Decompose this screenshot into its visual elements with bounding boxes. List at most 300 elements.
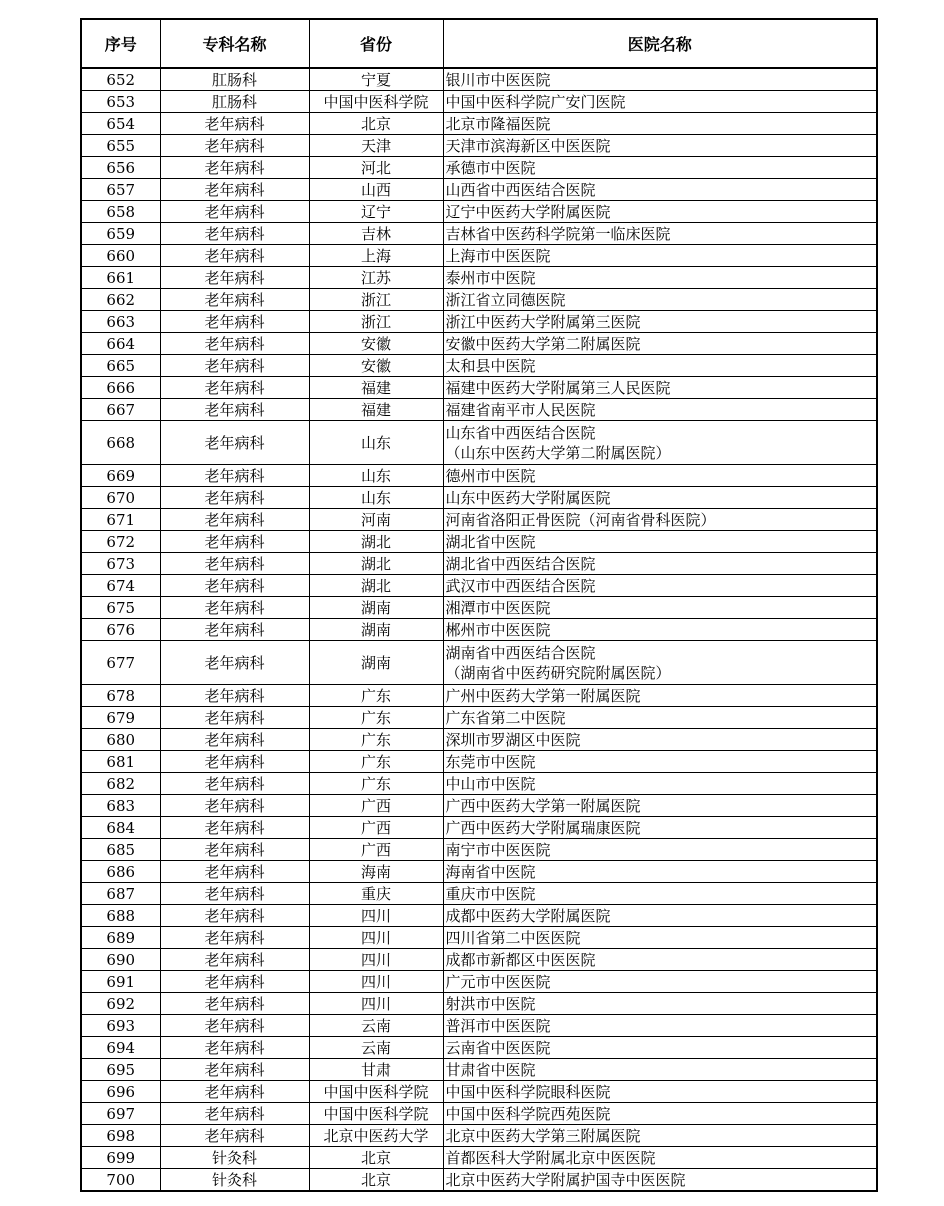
cell-hospital-name: [443, 179, 877, 201]
cell-serial-number: 657: [81, 179, 160, 201]
cell-hospital-name: [443, 531, 877, 553]
cell-hospital-name: [443, 1103, 877, 1125]
table-row: [81, 399, 877, 421]
hospital-name-line: 山东省中西医结合医院: [445, 423, 596, 442]
table-row: [81, 729, 877, 751]
header-specialty-name: 专科名称: [160, 19, 309, 68]
table-row: [81, 1059, 877, 1081]
cell-province: 北京中医药大学: [309, 1125, 443, 1147]
cell-serial-number: 693: [81, 1015, 160, 1037]
cell-province: 广西: [309, 839, 443, 861]
cell-specialty-name: 老年病科: [160, 289, 309, 311]
cell-province: 广东: [309, 707, 443, 729]
cell-serial-number: 692: [81, 993, 160, 1015]
cell-hospital-name: [443, 751, 877, 773]
cell-province: 浙江: [309, 311, 443, 333]
hospital-name-line: 湖北省中西医结合医院: [445, 554, 596, 573]
hospital-name-line: 承德市中医院: [445, 158, 536, 177]
cell-hospital-name: [443, 135, 877, 157]
cell-specialty-name: 老年病科: [160, 157, 309, 179]
table-row: [81, 795, 877, 817]
cell-serial-number: 653: [81, 91, 160, 113]
cell-specialty-name: 老年病科: [160, 641, 309, 685]
hospital-name-line: 北京中医药大学第三附属医院: [445, 1126, 641, 1145]
hospital-name-line: 郴州市中医医院: [445, 620, 551, 639]
table-row: [81, 201, 877, 223]
cell-specialty-name: 针灸科: [160, 1147, 309, 1169]
cell-hospital-name: [443, 509, 877, 531]
cell-hospital-name: [443, 949, 877, 971]
cell-specialty-name: 老年病科: [160, 861, 309, 883]
cell-specialty-name: 老年病科: [160, 839, 309, 861]
table-row: [81, 685, 877, 707]
table-row: [81, 245, 877, 267]
table-row: [81, 531, 877, 553]
cell-hospital-name: [443, 377, 877, 399]
cell-hospital-name: [443, 245, 877, 267]
cell-serial-number: 698: [81, 1125, 160, 1147]
cell-specialty-name: 老年病科: [160, 399, 309, 421]
cell-serial-number: 676: [81, 619, 160, 641]
cell-serial-number: 660: [81, 245, 160, 267]
cell-specialty-name: 老年病科: [160, 421, 309, 465]
cell-province: 广东: [309, 729, 443, 751]
hospital-name-line: 德州市中医院: [445, 466, 536, 485]
hospital-name-line: 重庆市中医院: [445, 884, 536, 903]
hospital-name-line: 甘肃省中医院: [445, 1060, 536, 1079]
hospital-name-line: 广元市中医医院: [445, 972, 551, 991]
cell-province: 北京: [309, 1147, 443, 1169]
hospital-name-line: 湖南省中西医结合医院: [445, 643, 596, 662]
cell-specialty-name: 老年病科: [160, 597, 309, 619]
cell-serial-number: 659: [81, 223, 160, 245]
cell-province: 安徽: [309, 333, 443, 355]
hospital-name-line: 中山市中医院: [445, 774, 536, 793]
cell-hospital-name: [443, 971, 877, 993]
cell-serial-number: 652: [81, 68, 160, 91]
cell-hospital-name: [443, 707, 877, 729]
cell-hospital-name: [443, 1169, 877, 1192]
cell-specialty-name: 老年病科: [160, 135, 309, 157]
hospital-name-line: 普洱市中医医院: [445, 1016, 551, 1035]
cell-province: 四川: [309, 993, 443, 1015]
cell-serial-number: 689: [81, 927, 160, 949]
table-row: [81, 179, 877, 201]
hospital-name-line: 天津市滨海新区中医医院: [445, 136, 611, 155]
table-row: [81, 597, 877, 619]
cell-province: 湖北: [309, 531, 443, 553]
cell-province: 浙江: [309, 289, 443, 311]
cell-specialty-name: 老年病科: [160, 883, 309, 905]
cell-hospital-name: [443, 883, 877, 905]
cell-serial-number: 658: [81, 201, 160, 223]
cell-specialty-name: 老年病科: [160, 377, 309, 399]
cell-specialty-name: 老年病科: [160, 1103, 309, 1125]
hospital-name-line: 湘潭市中医医院: [445, 598, 551, 617]
cell-specialty-name: 老年病科: [160, 817, 309, 839]
cell-specialty-name: 老年病科: [160, 575, 309, 597]
table-row: [81, 1015, 877, 1037]
cell-serial-number: 691: [81, 971, 160, 993]
hospital-name-line: 广西中医药大学第一附属医院: [445, 796, 641, 815]
cell-specialty-name: 老年病科: [160, 751, 309, 773]
cell-serial-number: 667: [81, 399, 160, 421]
cell-province: 上海: [309, 245, 443, 267]
cell-hospital-name: [443, 1037, 877, 1059]
cell-province: 中国中医科学院: [309, 1103, 443, 1125]
cell-specialty-name: 老年病科: [160, 707, 309, 729]
cell-hospital-name: [443, 421, 877, 465]
table-row: [81, 993, 877, 1015]
cell-province: 福建: [309, 377, 443, 399]
cell-hospital-name: [443, 267, 877, 289]
table-row: [81, 377, 877, 399]
cell-serial-number: 700: [81, 1169, 160, 1192]
cell-serial-number: 663: [81, 311, 160, 333]
cell-specialty-name: 老年病科: [160, 465, 309, 487]
hospital-name-line: 辽宁中医药大学附属医院: [445, 202, 611, 221]
table-row: [81, 751, 877, 773]
cell-province: 广西: [309, 795, 443, 817]
hospital-name-line: 中国中医科学院西苑医院: [445, 1104, 611, 1123]
hospital-name-line: （山东中医药大学第二附属医院）: [445, 443, 671, 462]
cell-serial-number: 694: [81, 1037, 160, 1059]
cell-serial-number: 662: [81, 289, 160, 311]
table-row: [81, 1081, 877, 1103]
cell-serial-number: 683: [81, 795, 160, 817]
hospital-name-line: 首都医科大学附属北京中医医院: [445, 1148, 656, 1167]
cell-province: 山东: [309, 421, 443, 465]
hospital-name-line: 南宁市中医医院: [445, 840, 551, 859]
cell-serial-number: 661: [81, 267, 160, 289]
cell-province: 广西: [309, 817, 443, 839]
cell-hospital-name: [443, 795, 877, 817]
table-row: [81, 575, 877, 597]
cell-serial-number: 666: [81, 377, 160, 399]
table-row: [81, 1147, 877, 1169]
cell-province: 山西: [309, 179, 443, 201]
cell-hospital-name: [443, 1081, 877, 1103]
table-row: [81, 1169, 877, 1192]
cell-specialty-name: 老年病科: [160, 949, 309, 971]
cell-hospital-name: [443, 619, 877, 641]
table-row: [81, 861, 877, 883]
cell-specialty-name: 老年病科: [160, 1125, 309, 1147]
cell-serial-number: 677: [81, 641, 160, 685]
cell-province: 广东: [309, 773, 443, 795]
hospital-name-line: 广州中医药大学第一附属医院: [445, 686, 641, 705]
cell-serial-number: 699: [81, 1147, 160, 1169]
cell-serial-number: 668: [81, 421, 160, 465]
cell-province: 吉林: [309, 223, 443, 245]
cell-province: 湖南: [309, 619, 443, 641]
cell-serial-number: 686: [81, 861, 160, 883]
cell-hospital-name: [443, 1015, 877, 1037]
cell-hospital-name: [443, 575, 877, 597]
cell-serial-number: 696: [81, 1081, 160, 1103]
cell-specialty-name: 老年病科: [160, 971, 309, 993]
cell-hospital-name: [443, 157, 877, 179]
cell-specialty-name: 老年病科: [160, 245, 309, 267]
hospital-name-line: 山西省中西医结合医院: [445, 180, 596, 199]
cell-specialty-name: 老年病科: [160, 223, 309, 245]
hospital-name-line: 上海市中医医院: [445, 246, 551, 265]
cell-hospital-name: [443, 399, 877, 421]
cell-serial-number: 690: [81, 949, 160, 971]
cell-hospital-name: [443, 773, 877, 795]
hospital-name-line: 武汉市中西医结合医院: [445, 576, 596, 595]
cell-hospital-name: [443, 289, 877, 311]
cell-province: 天津: [309, 135, 443, 157]
cell-province: 河南: [309, 509, 443, 531]
cell-specialty-name: 老年病科: [160, 509, 309, 531]
header-serial-number: 序号: [81, 19, 160, 68]
cell-province: 四川: [309, 949, 443, 971]
cell-province: 中国中医科学院: [309, 91, 443, 113]
cell-specialty-name: 老年病科: [160, 1037, 309, 1059]
table-row: [81, 68, 877, 91]
cell-serial-number: 685: [81, 839, 160, 861]
table-row: [81, 1037, 877, 1059]
cell-hospital-name: [443, 817, 877, 839]
cell-serial-number: 679: [81, 707, 160, 729]
cell-province: 山东: [309, 465, 443, 487]
cell-hospital-name: [443, 311, 877, 333]
cell-serial-number: 654: [81, 113, 160, 135]
hospital-name-line: 福建中医药大学附属第三人民医院: [445, 378, 671, 397]
table-row: [81, 421, 877, 465]
cell-specialty-name: 老年病科: [160, 795, 309, 817]
header-province: 省份: [309, 19, 443, 68]
cell-serial-number: 678: [81, 685, 160, 707]
cell-serial-number: 695: [81, 1059, 160, 1081]
table-row: [81, 773, 877, 795]
hospital-name-line: 湖北省中医院: [445, 532, 536, 551]
hospital-name-line: 成都市新都区中医医院: [445, 950, 596, 969]
hospital-name-line: 山东中医药大学附属医院: [445, 488, 611, 507]
cell-serial-number: 687: [81, 883, 160, 905]
cell-specialty-name: 老年病科: [160, 355, 309, 377]
table-row: [81, 135, 877, 157]
table-row: [81, 267, 877, 289]
cell-province: 四川: [309, 971, 443, 993]
cell-hospital-name: [443, 201, 877, 223]
cell-hospital-name: [443, 839, 877, 861]
cell-specialty-name: 老年病科: [160, 553, 309, 575]
cell-specialty-name: 老年病科: [160, 993, 309, 1015]
cell-hospital-name: [443, 355, 877, 377]
cell-specialty-name: 老年病科: [160, 531, 309, 553]
cell-specialty-name: 老年病科: [160, 333, 309, 355]
cell-hospital-name: [443, 861, 877, 883]
cell-specialty-name: 老年病科: [160, 201, 309, 223]
table-row: [81, 641, 877, 685]
cell-hospital-name: [443, 465, 877, 487]
cell-serial-number: 681: [81, 751, 160, 773]
table-row: [81, 465, 877, 487]
cell-province: 湖南: [309, 641, 443, 685]
table-row: [81, 333, 877, 355]
cell-serial-number: 655: [81, 135, 160, 157]
cell-serial-number: 684: [81, 817, 160, 839]
table-row: [81, 927, 877, 949]
cell-province: 福建: [309, 399, 443, 421]
hospital-name-line: 海南省中医院: [445, 862, 536, 881]
hospital-name-line: 中国中医科学院广安门医院: [445, 92, 626, 111]
cell-province: 北京: [309, 1169, 443, 1192]
cell-specialty-name: 老年病科: [160, 729, 309, 751]
cell-hospital-name: [443, 487, 877, 509]
cell-hospital-name: [443, 905, 877, 927]
cell-province: 北京: [309, 113, 443, 135]
hospital-name-line: 北京市隆福医院: [445, 114, 551, 133]
table-row: [81, 1103, 877, 1125]
hospital-name-line: 河南省洛阳正骨医院（河南省骨科医院）: [445, 510, 716, 529]
cell-serial-number: 665: [81, 355, 160, 377]
cell-specialty-name: 老年病科: [160, 113, 309, 135]
hospital-name-line: 广西中医药大学附属瑞康医院: [445, 818, 641, 837]
table-row: [81, 91, 877, 113]
cell-hospital-name: [443, 641, 877, 685]
cell-serial-number: 688: [81, 905, 160, 927]
cell-specialty-name: 老年病科: [160, 685, 309, 707]
cell-serial-number: 675: [81, 597, 160, 619]
cell-serial-number: 669: [81, 465, 160, 487]
table-body: [81, 68, 877, 1191]
cell-hospital-name: [443, 1147, 877, 1169]
cell-province: 重庆: [309, 883, 443, 905]
hospital-name-line: 浙江省立同德医院: [445, 290, 566, 309]
cell-specialty-name: 老年病科: [160, 905, 309, 927]
cell-hospital-name: [443, 1059, 877, 1081]
header-hospital-name: 医院名称: [443, 19, 877, 68]
table-row: [81, 509, 877, 531]
hospital-name-line: 深圳市罗湖区中医院: [445, 730, 581, 749]
cell-hospital-name: [443, 685, 877, 707]
table-row: [81, 817, 877, 839]
cell-province: 甘肃: [309, 1059, 443, 1081]
cell-hospital-name: [443, 553, 877, 575]
cell-serial-number: 682: [81, 773, 160, 795]
hospital-name-line: 福建省南平市人民医院: [445, 400, 596, 419]
table-row: [81, 971, 877, 993]
cell-serial-number: 680: [81, 729, 160, 751]
hospital-name-line: 云南省中医医院: [445, 1038, 551, 1057]
hospital-name-line: 四川省第二中医医院: [445, 928, 581, 947]
cell-serial-number: 673: [81, 553, 160, 575]
cell-province: 海南: [309, 861, 443, 883]
cell-province: 中国中医科学院: [309, 1081, 443, 1103]
cell-province: 四川: [309, 927, 443, 949]
cell-province: 云南: [309, 1037, 443, 1059]
cell-province: 广东: [309, 685, 443, 707]
cell-province: 湖南: [309, 597, 443, 619]
cell-province: 山东: [309, 487, 443, 509]
hospital-name-line: 浙江中医药大学附属第三医院: [445, 312, 641, 331]
cell-specialty-name: 肛肠科: [160, 68, 309, 91]
cell-province: 湖北: [309, 553, 443, 575]
hospital-name-line: 银川市中医医院: [445, 70, 551, 89]
hospital-name-line: 北京中医药大学附属护国寺中医医院: [445, 1170, 686, 1189]
cell-specialty-name: 针灸科: [160, 1169, 309, 1192]
cell-province: 云南: [309, 1015, 443, 1037]
cell-province: 广东: [309, 751, 443, 773]
hospital-name-line: 射洪市中医院: [445, 994, 536, 1013]
table-row: [81, 619, 877, 641]
table-header-row: [81, 19, 877, 68]
cell-province: 安徽: [309, 355, 443, 377]
table-row: [81, 223, 877, 245]
cell-hospital-name: [443, 597, 877, 619]
cell-province: 四川: [309, 905, 443, 927]
cell-hospital-name: [443, 333, 877, 355]
hospital-name-line: 广东省第二中医院: [445, 708, 566, 727]
cell-specialty-name: 老年病科: [160, 179, 309, 201]
hospital-name-line: 安徽中医药大学第二附属医院: [445, 334, 641, 353]
cell-specialty-name: 老年病科: [160, 1015, 309, 1037]
cell-specialty-name: 老年病科: [160, 1059, 309, 1081]
table-row: [81, 487, 877, 509]
table-row: [81, 949, 877, 971]
table-row: [81, 839, 877, 861]
hospital-name-line: 吉林省中医药科学院第一临床医院: [445, 224, 671, 243]
cell-province: 辽宁: [309, 201, 443, 223]
cell-serial-number: 672: [81, 531, 160, 553]
cell-hospital-name: [443, 927, 877, 949]
cell-specialty-name: 老年病科: [160, 927, 309, 949]
table-row: [81, 883, 877, 905]
cell-specialty-name: 老年病科: [160, 1081, 309, 1103]
cell-specialty-name: 老年病科: [160, 311, 309, 333]
cell-serial-number: 664: [81, 333, 160, 355]
cell-serial-number: 697: [81, 1103, 160, 1125]
cell-hospital-name: [443, 91, 877, 113]
hospital-name-line: 太和县中医院: [445, 356, 536, 375]
cell-hospital-name: [443, 993, 877, 1015]
cell-specialty-name: 老年病科: [160, 487, 309, 509]
cell-province: 宁夏: [309, 68, 443, 91]
table-row: [81, 113, 877, 135]
hospital-list-table: [80, 18, 878, 1192]
table-row: [81, 311, 877, 333]
cell-hospital-name: [443, 729, 877, 751]
table-row: [81, 1125, 877, 1147]
cell-serial-number: 656: [81, 157, 160, 179]
table-row: [81, 905, 877, 927]
hospital-name-line: 成都中医药大学附属医院: [445, 906, 611, 925]
cell-province: 河北: [309, 157, 443, 179]
cell-hospital-name: [443, 68, 877, 91]
table-row: [81, 355, 877, 377]
hospital-name-line: 泰州市中医院: [445, 268, 536, 287]
cell-specialty-name: 老年病科: [160, 773, 309, 795]
cell-province: 江苏: [309, 267, 443, 289]
hospital-name-line: 东莞市中医院: [445, 752, 536, 771]
cell-hospital-name: [443, 113, 877, 135]
cell-specialty-name: 老年病科: [160, 619, 309, 641]
table-row: [81, 553, 877, 575]
cell-serial-number: 674: [81, 575, 160, 597]
cell-serial-number: 670: [81, 487, 160, 509]
cell-hospital-name: [443, 1125, 877, 1147]
table-row: [81, 707, 877, 729]
cell-specialty-name: 老年病科: [160, 267, 309, 289]
hospital-name-line: 中国中医科学院眼科医院: [445, 1082, 611, 1101]
cell-specialty-name: 肛肠科: [160, 91, 309, 113]
table-row: [81, 289, 877, 311]
table-row: [81, 157, 877, 179]
hospital-name-line: （湖南省中医药研究院附属医院）: [445, 663, 671, 682]
